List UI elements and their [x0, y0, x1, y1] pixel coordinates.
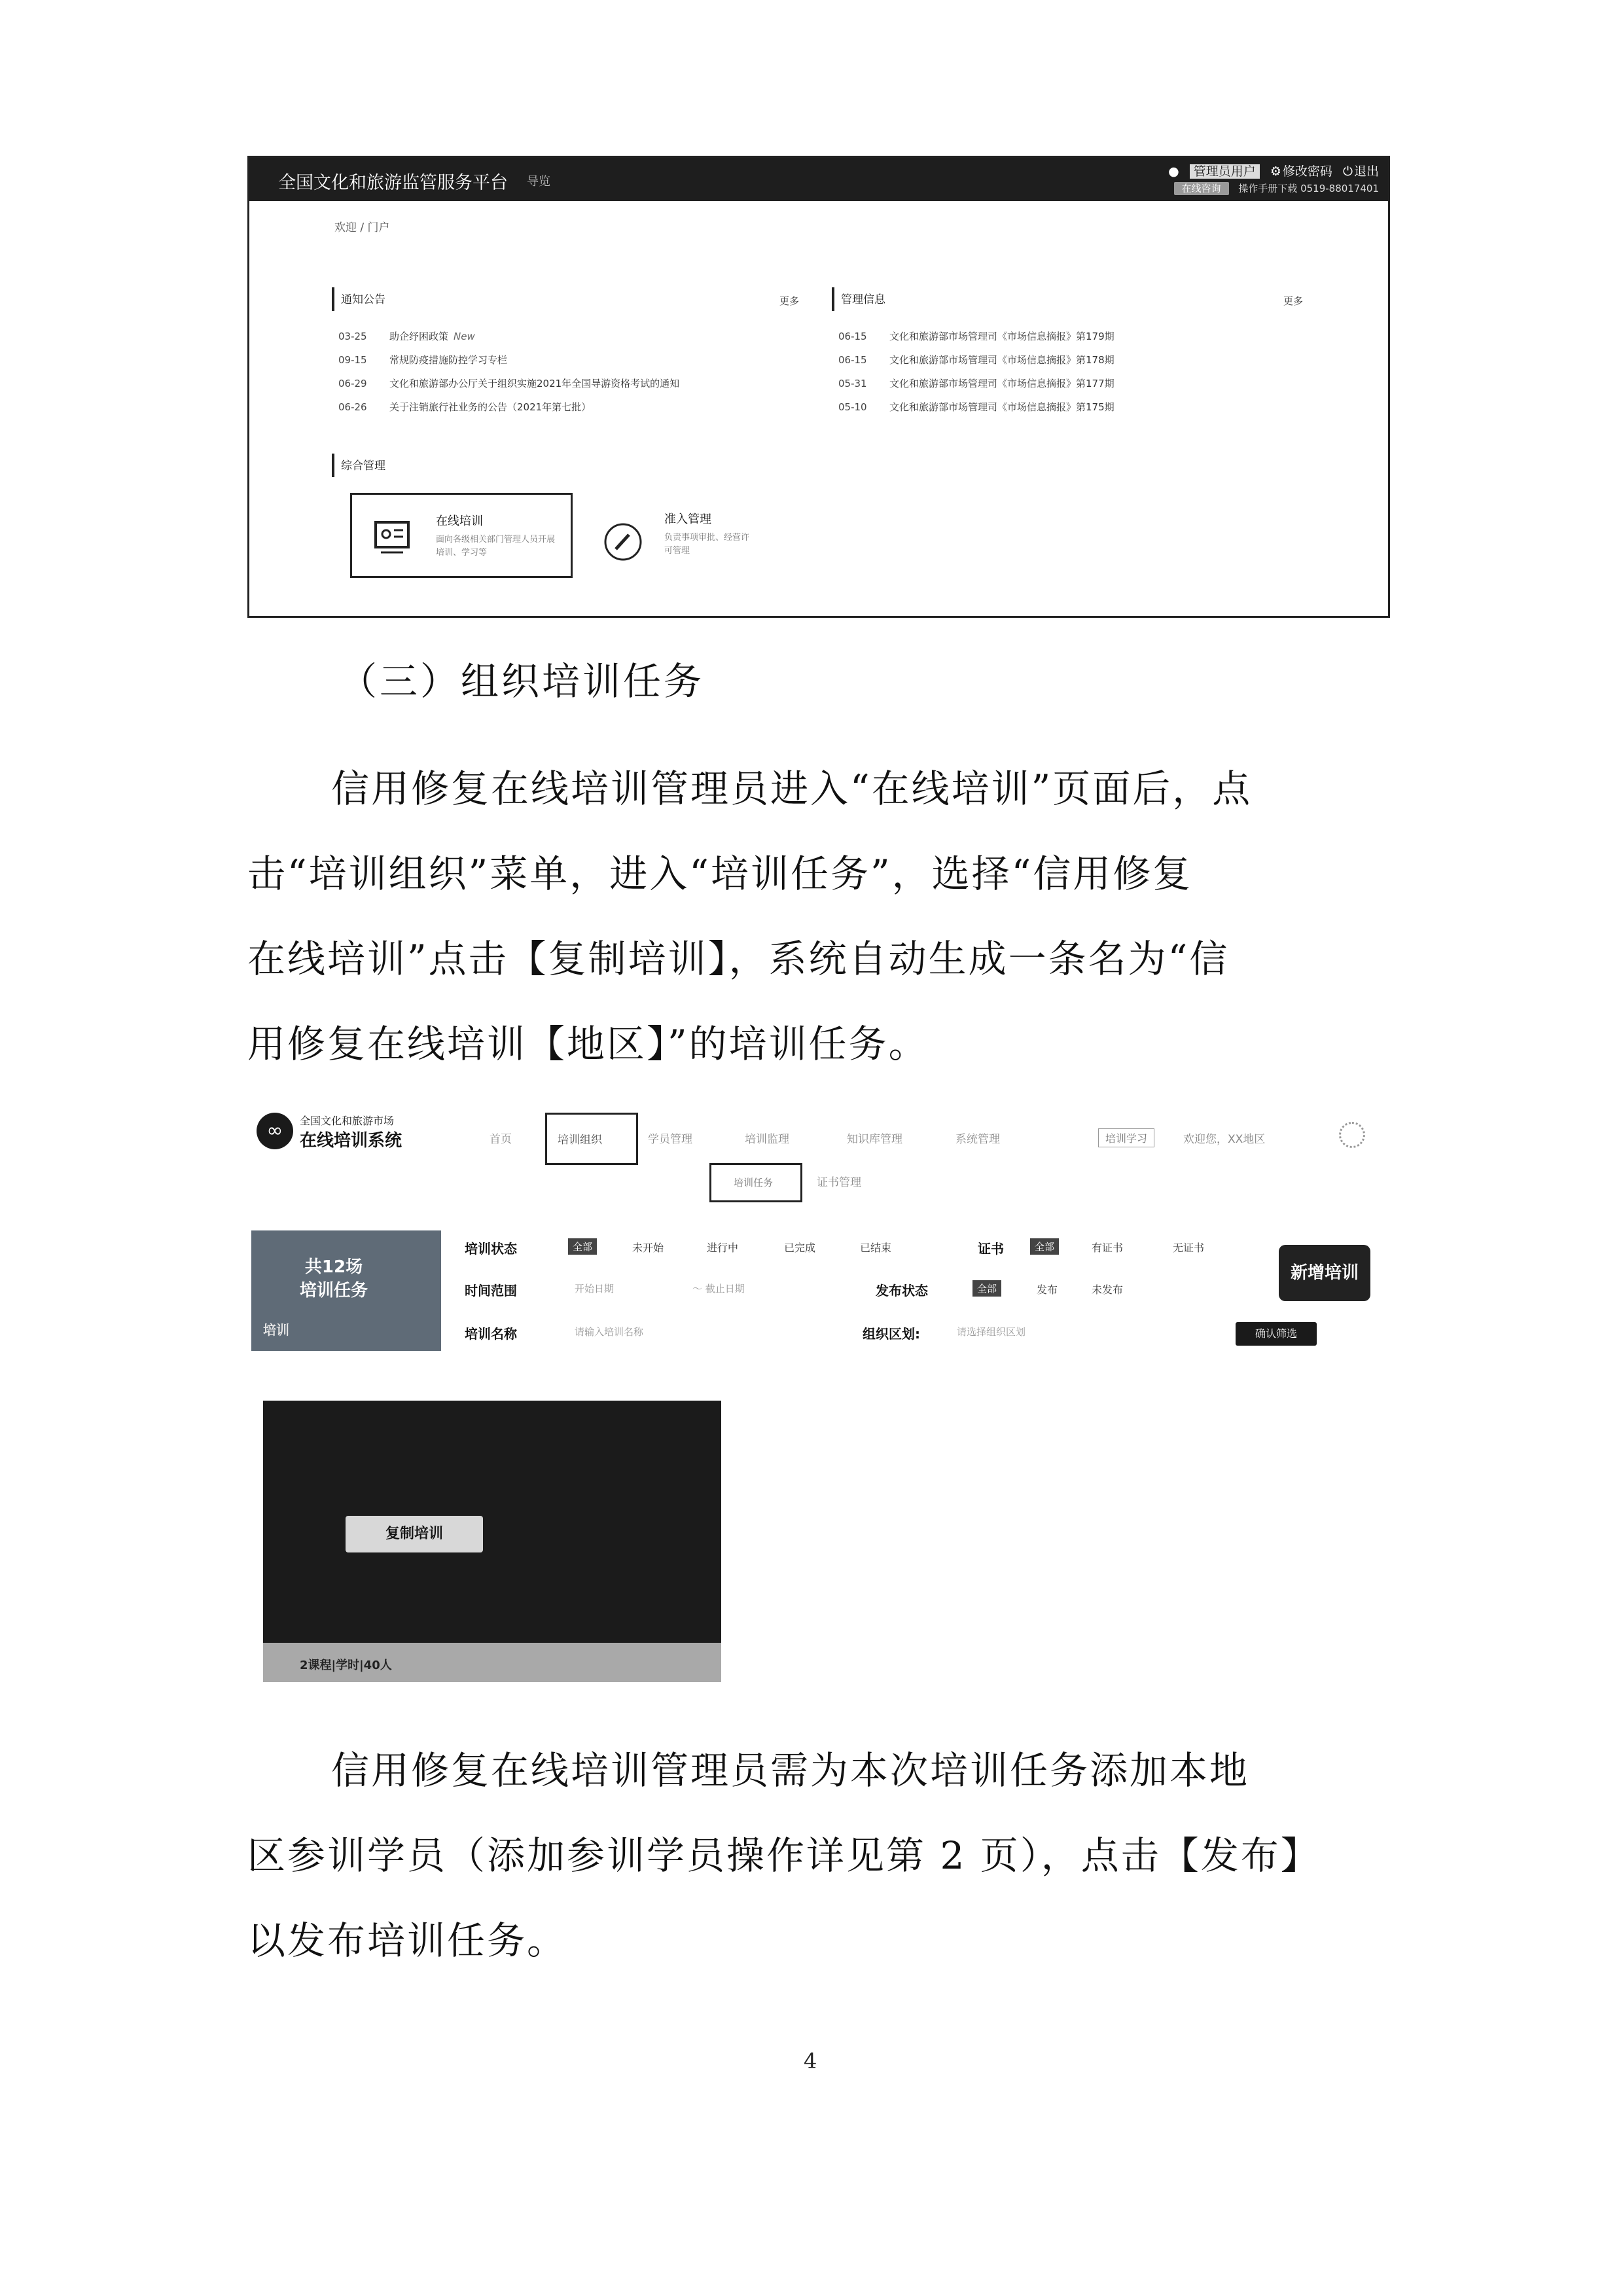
- nav-system[interactable]: 系统管理: [955, 1133, 1000, 1146]
- news-title: 文化和旅游部市场管理司《市场信息摘报》第177期: [889, 378, 1115, 389]
- news-title: 文化和旅游部办公厅关于组织实施2021年全国导游资格考试的通知: [389, 378, 680, 389]
- paragraph-1: [247, 746, 1399, 1086]
- card-footer: [263, 1643, 721, 1682]
- new-training-button[interactable]: 新增培训: [1279, 1245, 1370, 1301]
- nav-label: 培训组织: [558, 1134, 602, 1147]
- news-title: 助企纾困政策: [389, 331, 449, 342]
- section-heading: （三）组织培训任务: [339, 659, 705, 704]
- region-label: 组织区划:: [863, 1326, 920, 1342]
- news-item[interactable]: [338, 353, 507, 367]
- news-date: 06-15: [838, 354, 867, 366]
- confirm-filter-button[interactable]: 确认筛选: [1236, 1322, 1317, 1346]
- user-icon: ●: [1168, 164, 1179, 179]
- gear-icon[interactable]: ⚙: [1270, 164, 1281, 179]
- paragraph-line: 区参训学员（添加参训学员操作详见第 2 页），点击【发布】: [247, 1833, 1321, 1878]
- card-title: 在线培训: [436, 514, 483, 528]
- consult-button[interactable]: 在线咨询: [1174, 182, 1229, 195]
- news-title: 文化和旅游部市场管理司《市场信息摘报》第179期: [889, 331, 1115, 342]
- cert-option-all[interactable]: 全部: [1030, 1238, 1059, 1255]
- paragraph-line: 信用修复在线培训管理员进入“在线培训”页面后，点: [331, 766, 1253, 811]
- card-desc-1: 负责事项审批、经营许: [664, 533, 750, 543]
- news-date: 06-15: [838, 331, 867, 342]
- status-option-all[interactable]: 全部: [568, 1238, 597, 1255]
- start-date-input[interactable]: 开始日期: [575, 1283, 615, 1295]
- paragraph-line: 信用修复在线培训管理员需为本次培训任务添加本地: [331, 1748, 1250, 1793]
- time-label: 时间范围: [465, 1283, 517, 1299]
- my-study-button[interactable]: 培训学习: [1098, 1128, 1154, 1147]
- platform-title: 全国文化和旅游监管服务平台: [278, 173, 508, 193]
- news-title: 文化和旅游部市场管理司《市场信息摘报》第178期: [889, 354, 1115, 366]
- news-date: 05-31: [838, 378, 867, 389]
- training-system-screenshot: [247, 1100, 1389, 1368]
- banner-line: 共12场: [304, 1257, 363, 1277]
- logo-icon: ∞: [257, 1113, 293, 1149]
- logout-link[interactable]: 退出: [1353, 164, 1379, 179]
- region-select[interactable]: 请选择组织区划: [957, 1326, 1026, 1338]
- platform-screenshot: [247, 156, 1390, 618]
- paragraph-line: 以发布培训任务。: [247, 1918, 567, 1963]
- notice-title: 通知公告: [332, 287, 385, 311]
- logo-line2: 在线培训系统: [300, 1131, 402, 1151]
- card-footer-text: 2课程|学时|40人: [300, 1659, 392, 1672]
- news-date: 03-25: [338, 331, 367, 342]
- submenu-label: 培训任务: [734, 1177, 774, 1189]
- news-item[interactable]: [838, 329, 1115, 343]
- page-number: 4: [804, 2049, 817, 2073]
- logo-line1: 全国文化和旅游市场: [300, 1115, 395, 1127]
- submenu-training-task[interactable]: [709, 1163, 802, 1202]
- card-desc-1: 面向各级相关部门管理人员开展: [436, 535, 556, 545]
- paragraph-2: [247, 1728, 1399, 1983]
- cert-option[interactable]: 有证书: [1092, 1242, 1124, 1254]
- news-title: 常规防疫措施防控学习专栏: [389, 354, 508, 366]
- news-item[interactable]: [838, 400, 1115, 414]
- avatar[interactable]: [1339, 1122, 1365, 1148]
- user-name[interactable]: 管理员用户: [1190, 164, 1260, 179]
- publish-option[interactable]: 未发布: [1092, 1283, 1124, 1296]
- publish-option[interactable]: 发布: [1037, 1283, 1058, 1296]
- news-date: 05-10: [838, 401, 867, 413]
- banner-count: [300, 1255, 368, 1302]
- notice-more-link[interactable]: 更多: [779, 295, 800, 307]
- breadcrumb: 欢迎 / 门户: [334, 221, 390, 234]
- status-option[interactable]: 已完成: [784, 1242, 816, 1254]
- task-count-banner: [251, 1230, 441, 1351]
- publish-label: 发布状态: [876, 1283, 928, 1299]
- nav-student-mgmt[interactable]: 学员管理: [648, 1133, 692, 1146]
- name-label: 培训名称: [465, 1326, 517, 1342]
- change-password-link[interactable]: 修改密码: [1282, 164, 1332, 179]
- header-line2: [1174, 181, 1380, 195]
- power-icon[interactable]: ⏻: [1342, 164, 1353, 179]
- help-line: 操作手册下载 0519-88017401: [1238, 183, 1379, 194]
- user-area[interactable]: 欢迎您，XX地区: [1183, 1133, 1266, 1146]
- header-actions: [1162, 162, 1379, 179]
- status-option[interactable]: 未开始: [632, 1242, 664, 1254]
- nav-knowledge[interactable]: 知识库管理: [847, 1133, 902, 1146]
- banner-line: 培训任务: [300, 1281, 368, 1300]
- news-item[interactable]: [838, 376, 1115, 390]
- news-date: 06-29: [338, 378, 367, 389]
- management-title: 管理信息: [832, 287, 885, 311]
- copy-training-button[interactable]: 复制培训: [346, 1516, 483, 1552]
- status-label: 培训状态: [465, 1241, 517, 1257]
- platform-subtitle[interactable]: 导览: [527, 175, 550, 188]
- paragraph-line: 在线培训”点击【复制培训】，系统自动生成一条名为“信: [247, 937, 1230, 981]
- platform-header: [249, 158, 1388, 201]
- cert-label: 证书: [978, 1241, 1004, 1257]
- access-management-card[interactable]: [603, 493, 812, 574]
- pencil-icon: [603, 522, 643, 562]
- status-option[interactable]: 进行中: [707, 1242, 739, 1254]
- end-date-input[interactable]: ～ 截止日期: [692, 1283, 745, 1295]
- news-item[interactable]: [338, 329, 475, 343]
- nav-supervision[interactable]: 培训监理: [745, 1133, 789, 1146]
- cert-option[interactable]: 无证书: [1173, 1242, 1205, 1254]
- paragraph-line: 击“培训组织”菜单，进入“培训任务”，选择“信用修复: [247, 852, 1193, 896]
- card-title: 准入管理: [664, 512, 711, 526]
- news-item[interactable]: [338, 400, 591, 414]
- nav-training-org[interactable]: [545, 1113, 638, 1165]
- card-desc-2: 可管理: [664, 546, 690, 556]
- nav-home[interactable]: 首页: [490, 1133, 512, 1146]
- news-date: 06-26: [338, 401, 367, 413]
- management-more-link[interactable]: 更多: [1283, 295, 1304, 307]
- paragraph-line: 用修复在线培训【地区】”的培训任务。: [247, 1022, 929, 1066]
- news-title: 文化和旅游部市场管理司《市场信息摘报》第175期: [889, 401, 1115, 413]
- news-date: 09-15: [338, 354, 367, 366]
- submenu-certificate[interactable]: 证书管理: [817, 1176, 861, 1189]
- publish-option-all[interactable]: 全部: [972, 1280, 1001, 1297]
- banner-label: 培训: [263, 1322, 289, 1338]
- online-training-card[interactable]: [350, 493, 573, 578]
- news-item[interactable]: [838, 353, 1115, 367]
- new-badge: New: [454, 331, 475, 342]
- news-item[interactable]: [338, 376, 679, 390]
- card-desc-2: 培训、学习等: [436, 548, 488, 558]
- status-option[interactable]: 已结束: [860, 1242, 892, 1254]
- news-title: 关于注销旅行社业务的公告（2021年第七批）: [389, 401, 592, 413]
- name-input[interactable]: 请输入培训名称: [575, 1326, 644, 1338]
- training-icon: [372, 518, 412, 555]
- general-title: 综合管理: [332, 454, 385, 477]
- training-card-screenshot: [263, 1401, 721, 1682]
